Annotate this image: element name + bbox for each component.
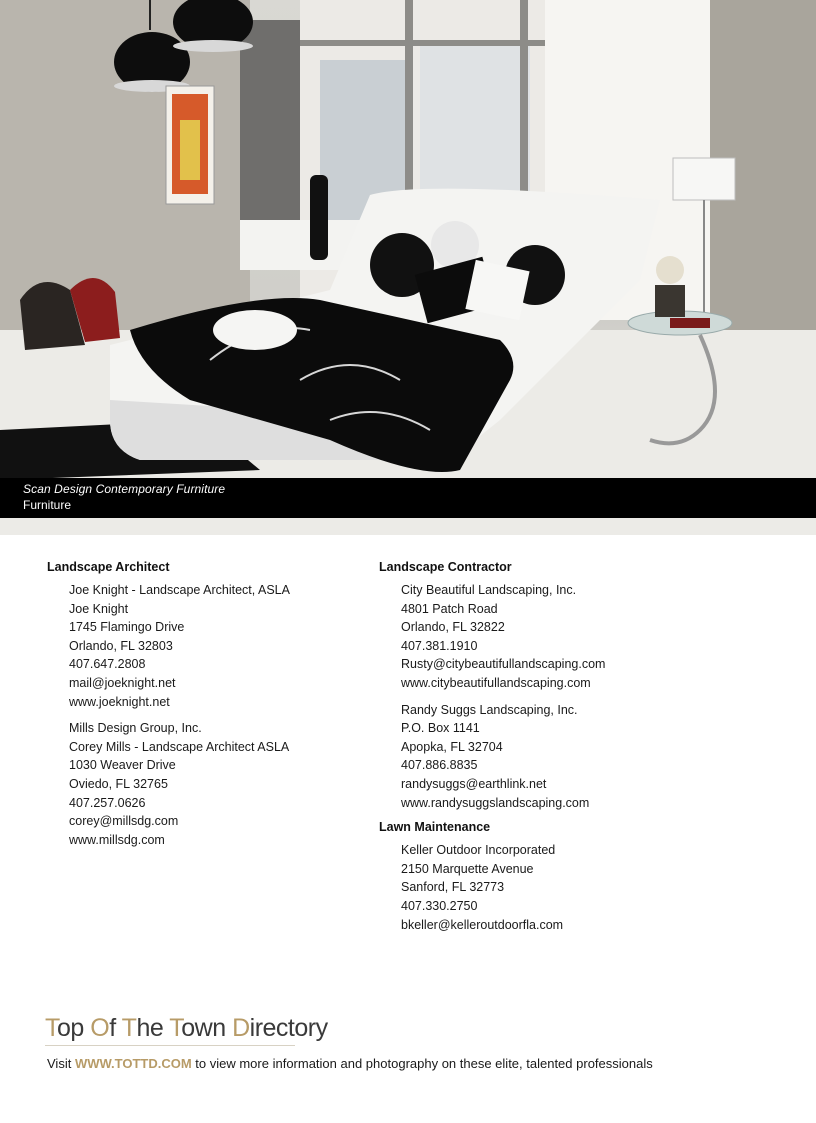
listing-address: 2150 Marquette Avenue	[401, 861, 534, 876]
visit-url-link[interactable]: WWW.TOTTD.COM	[74, 1056, 192, 1071]
listing-phone: 407.330.2750	[401, 898, 478, 913]
listing-phone: 407.647.2808	[69, 657, 146, 672]
listing-email[interactable]: randysuggs@earthlink.net	[401, 776, 547, 791]
visit-line	[47, 1056, 653, 1071]
caption-subtitle: Furniture	[23, 498, 72, 512]
listing-entry	[69, 719, 387, 849]
listing-city: Oviedo, FL 32765	[69, 776, 168, 791]
brand-rest: f	[109, 1014, 122, 1042]
brand-rest: irectory	[249, 1014, 328, 1042]
listing-email[interactable]: bkeller@kelleroutdoorfla.com	[401, 917, 564, 932]
listing-company: City Beautiful Landscaping, Inc.	[401, 583, 577, 597]
listing-city: Orlando, FL 32822	[401, 620, 505, 635]
hero-photo	[0, 0, 816, 535]
bedroom-illustration	[0, 0, 816, 535]
listing-address: 1745 Flamingo Drive	[69, 620, 185, 635]
listing-entry	[401, 701, 719, 813]
brand-cap: T	[169, 1014, 182, 1042]
right-column	[379, 560, 719, 942]
listing-phone: 407.257.0626	[69, 795, 146, 810]
brand-cap: D	[232, 1014, 250, 1042]
listing-address: 1030 Weaver Drive	[69, 758, 176, 773]
brand-cap: T	[121, 1014, 137, 1042]
listing-company: Keller Outdoor Incorporated	[401, 843, 556, 858]
listing-website[interactable]: www.joeknight.net	[69, 694, 170, 709]
visit-suffix: to view more information and photography on these elite, talented professionals	[191, 1056, 653, 1071]
section-heading: Landscape Architect	[47, 560, 170, 574]
visit-prefix: Visit	[47, 1056, 75, 1071]
listing-email[interactable]: corey@millsdg.com	[69, 814, 179, 829]
listing-entry	[401, 581, 719, 693]
listing-address: P.O. Box 1141	[401, 721, 480, 736]
left-column	[47, 560, 387, 857]
caption-title: Scan Design Contemporary Furniture	[23, 482, 226, 496]
listing-website[interactable]: www.citybeautifullandscaping.com	[401, 675, 591, 690]
listing-company: Randy Suggs Landscaping, Inc.	[401, 702, 578, 717]
listing-website[interactable]: www.millsdg.com	[69, 832, 165, 847]
listing-company: Mills Design Group, Inc.	[69, 721, 202, 736]
listing-entry	[69, 581, 387, 711]
brand-divider	[45, 1045, 295, 1046]
brand-logo	[45, 1012, 328, 1044]
brand-rest: own	[181, 1014, 233, 1042]
listing-city: Orlando, FL 32803	[69, 638, 173, 653]
section-heading: Landscape Contractor	[379, 560, 512, 574]
listing-entry	[401, 841, 719, 934]
listing-address: 4801 Patch Road	[401, 601, 498, 616]
listing-phone: 407.381.1910	[401, 638, 478, 653]
brand-cap: T	[45, 1014, 57, 1042]
brand-cap: O	[90, 1014, 110, 1042]
brand-rest: he	[136, 1014, 170, 1042]
listing-phone: 407.886.8835	[401, 758, 478, 773]
listing-email[interactable]: Rusty@citybeautifullandscaping.com	[401, 657, 606, 672]
listing-email[interactable]: mail@joeknight.net	[69, 675, 176, 690]
listing-company: Joe Knight - Landscape Architect, ASLA	[69, 583, 290, 597]
listing-contact: Joe Knight	[69, 601, 129, 616]
listing-contact: Corey Mills - Landscape Architect ASLA	[69, 739, 290, 754]
section-heading: Lawn Maintenance	[379, 820, 491, 835]
listing-city: Apopka, FL 32704	[401, 739, 503, 754]
listing-city: Sanford, FL 32773	[401, 880, 505, 895]
brand-rest: op	[57, 1014, 91, 1042]
listing-website[interactable]: www.randysuggslandscaping.com	[401, 795, 590, 810]
